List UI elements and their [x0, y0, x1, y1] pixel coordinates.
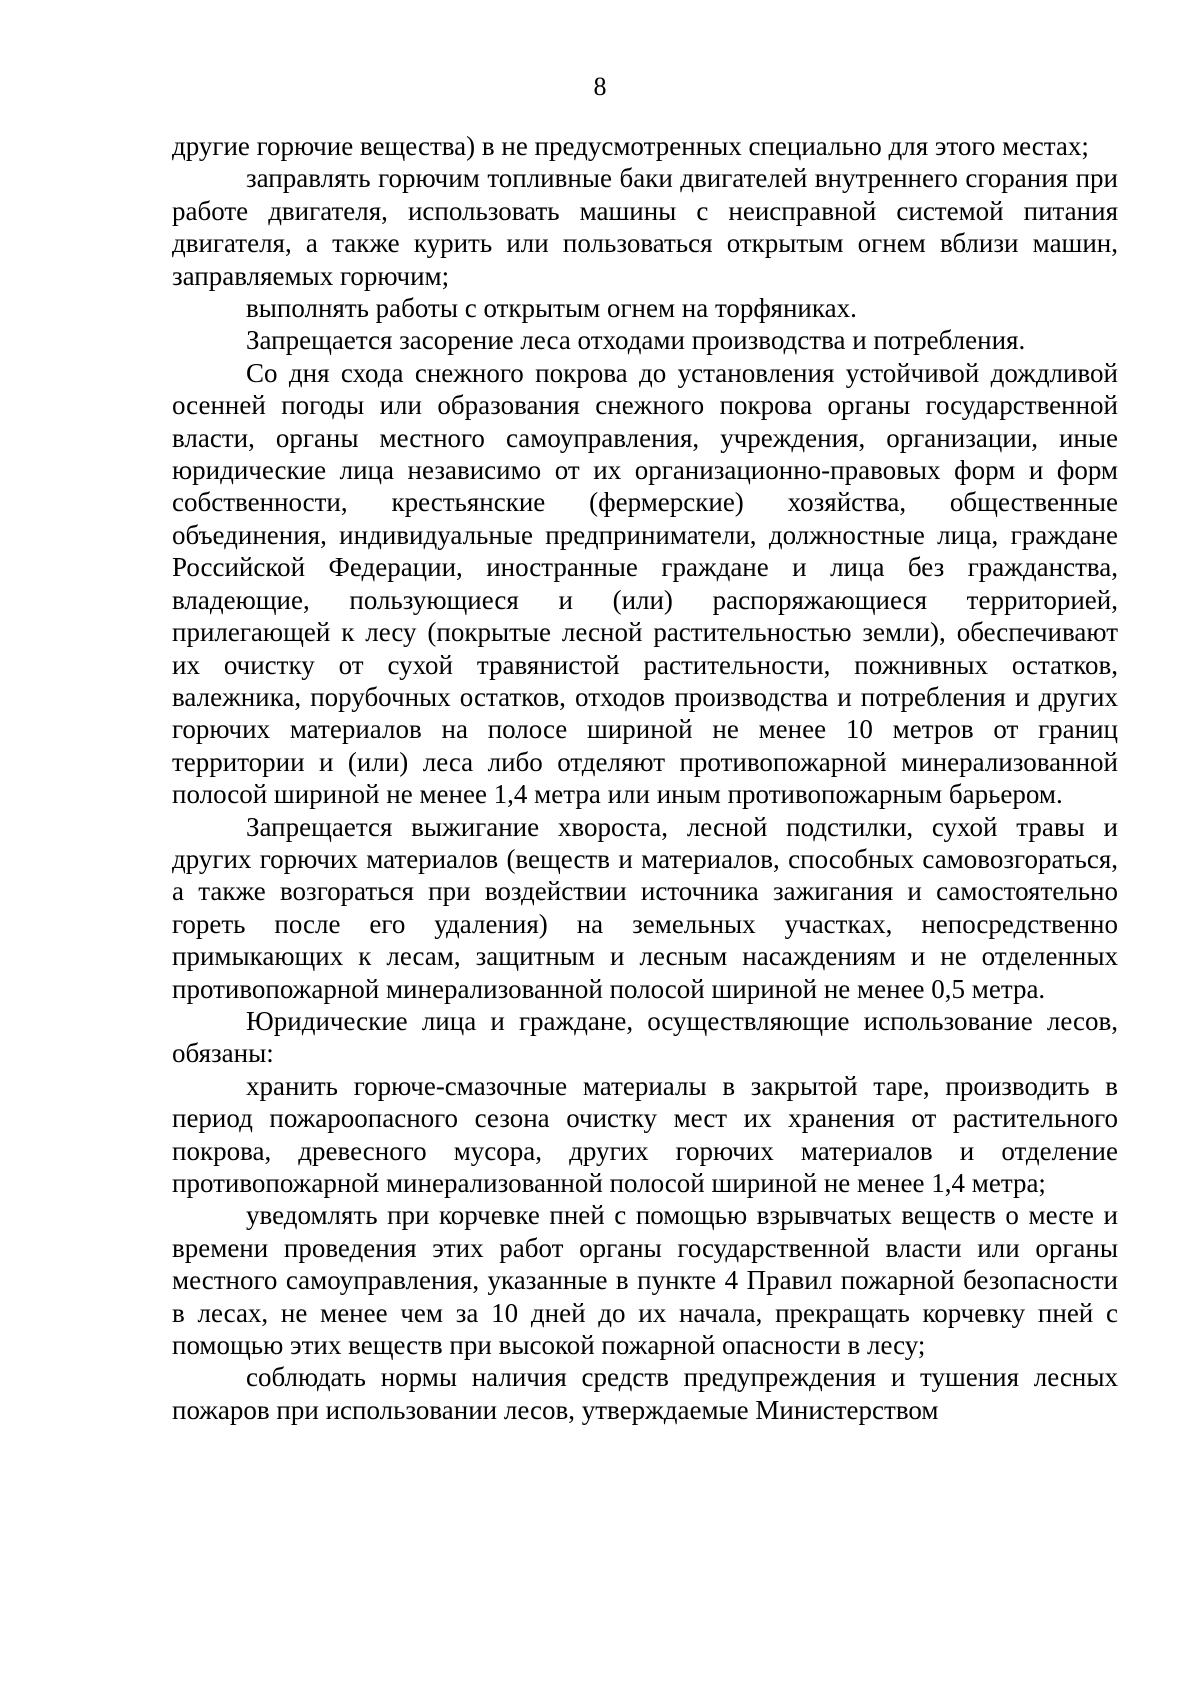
- paragraph-equipment-norms: соблюдать нормы наличия средств предупреждения и тушения лесных пожаров при использовании лесов, утверждаемые Министерством: [172, 1362, 1118, 1425]
- paragraph-snow-cover-period: Со дня схода снежного покрова до установления устойчивой дождливой осенней погоды или образования снежного покрова органы государственной власти, органы местного самоуправления, учреждения, организации, иные юридические лица независимо от их организационно-правовых форм и форм собственности, крестьянские (фермерские) хозяйства, общественные объединения, индивидуальные предприниматели, должностные лица, граждане Российской Федерации, иностранные граждане и лица без гражданства, владеющие, пользующиеся и (или) распоряжающиеся территорией, прилегающей к лесу (покрытые лесной растительностью земли), обеспечивают их очистку от сухой травянистой растительности, пожнивных остатков, валежника, порубочных остатков, отходов производства и потребления и других горючих материалов на полосе шириной не менее 10 метров от границ территории и (или) леса либо отделяют противопожарной минерализованной полосой шириной не менее 1,4 метра или иным противопожарным барьером.: [172, 357, 1118, 810]
- document-body: [172, 130, 1118, 1426]
- paragraph-stump-removal: уведомлять при корчевке пней с помощью взрывчатых веществ о месте и времени проведения этих работ органы государственной власти или органы местного самоуправления, указанные в пункте 4 Правил пожарной безопасности в лесах, не менее чем за 10 дней до их начала, прекращать корчевку пней с помощью этих веществ при высокой пожарной опасности в лесу;: [172, 1200, 1118, 1361]
- paragraph-burning-prohibited: Запрещается выжигание хвороста, лесной подстилки, сухой травы и других горючих материалов (веществ и материалов, способных самовозгораться, а также возгораться при воздействии источника зажигания и самостоятельно гореть после его удаления) на земельных участках, непосредственно примыкающих к лесам, защитным и лесным насаждениям и не отделенных противопожарной минерализованной полосой шириной не менее 0,5 метра.: [172, 811, 1118, 1004]
- paragraph-obligations-intro: Юридические лица и граждане, осуществляющие использование лесов, обязаны:: [172, 1005, 1118, 1069]
- paragraph-continuation: другие горючие вещества) в не предусмотренных специально для этого местах;: [172, 131, 1089, 161]
- paragraph-peat-works: выполнять работы с открытым огнем на торфяниках.: [246, 293, 857, 324]
- page-number: 8: [593, 72, 607, 101]
- paragraph-refueling: заправлять горючим топливные баки двигателей внутреннего сгорания при работе двигателя, использовать машины с неисправной системой питания двигателя, а также курить или пользоваться открытым огнем вблизи машин, заправляемых горючим;: [172, 163, 1118, 291]
- paragraph-fuel-storage: хранить горюче-смазочные материалы в закрытой таре, производить в период пожароопасного сезона очистку мест их хранения от растительного покрова, древесного мусора, других горючих материалов и отделение противопожарной минерализованной полосой шириной не менее 1,4 метра;: [172, 1070, 1118, 1198]
- paragraph-forest-litter: Запрещается засорение леса отходами производства и потребления.: [246, 325, 1026, 356]
